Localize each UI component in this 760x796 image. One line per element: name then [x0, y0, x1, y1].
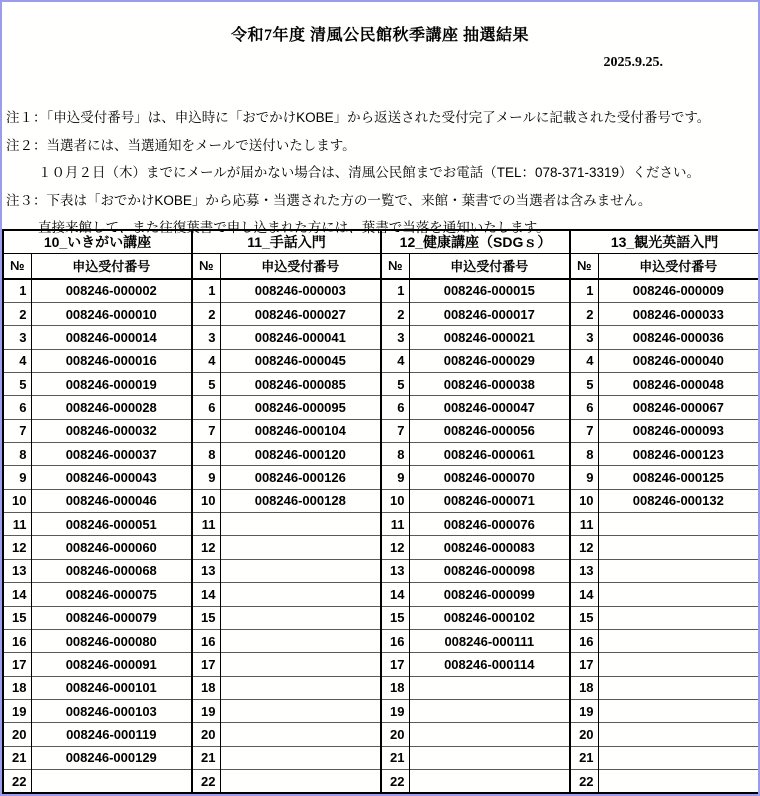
application-number-cell: 008246-000038 [409, 372, 570, 395]
application-number-cell: 008246-000010 [31, 302, 192, 325]
row-number-cell: 16 [3, 629, 31, 652]
row-number-cell: 22 [381, 770, 409, 793]
row-number-cell: 21 [192, 746, 220, 769]
row-number-cell: 8 [381, 443, 409, 466]
table-row [3, 629, 759, 652]
note-3: 注３：下表は「おでかけKOBE」から応募・当選された方の一覧で、来館・葉書での当選者は含みません。 [6, 193, 652, 208]
application-number-cell [598, 653, 759, 676]
row-number-cell: 19 [3, 699, 31, 722]
row-number-cell: 7 [3, 419, 31, 442]
application-number-cell: 008246-000056 [409, 419, 570, 442]
table-row [3, 443, 759, 466]
row-number-cell: 12 [3, 536, 31, 559]
row-number-cell: 17 [192, 653, 220, 676]
row-number-cell: 1 [570, 279, 598, 302]
row-number-cell: 2 [3, 302, 31, 325]
table-row [3, 723, 759, 746]
application-number-cell: 008246-000068 [31, 559, 192, 582]
course-header-kenkou: 12_健康講座（SDGｓ） [381, 230, 570, 253]
row-number-cell: 6 [3, 396, 31, 419]
application-number-cell: 008246-000132 [598, 489, 759, 512]
row-number-cell: 15 [3, 606, 31, 629]
application-number-cell [220, 676, 381, 699]
row-number-cell: 9 [381, 466, 409, 489]
application-number-cell: 008246-000070 [409, 466, 570, 489]
row-number-cell: 13 [192, 559, 220, 582]
table-row [3, 536, 759, 559]
table-row [3, 326, 759, 349]
row-number-cell: 14 [192, 583, 220, 606]
application-number-cell: 008246-000071 [409, 489, 570, 512]
application-number-cell: 008246-000067 [598, 396, 759, 419]
application-number-cell [31, 770, 192, 793]
application-number-cell [409, 676, 570, 699]
table-row [3, 513, 759, 536]
application-number-cell [220, 653, 381, 676]
table-row [3, 676, 759, 699]
application-number-cell: 008246-000076 [409, 513, 570, 536]
application-number-cell: 008246-000041 [220, 326, 381, 349]
row-number-cell: 13 [3, 559, 31, 582]
application-number-cell [220, 559, 381, 582]
application-number-cell [409, 770, 570, 793]
row-number-cell: 2 [381, 302, 409, 325]
row-number-cell: 7 [570, 419, 598, 442]
row-number-cell: 7 [192, 419, 220, 442]
row-number-cell: 5 [3, 372, 31, 395]
table-row [3, 419, 759, 442]
application-number-cell [598, 559, 759, 582]
row-number-cell: 3 [381, 326, 409, 349]
course-header-eigo: 13_観光英語入門 [570, 230, 759, 253]
course-header-shuwa: 11_手話入門 [192, 230, 381, 253]
application-number-cell: 008246-000033 [598, 302, 759, 325]
row-number-cell: 6 [192, 396, 220, 419]
row-number-cell: 12 [570, 536, 598, 559]
application-number-cell: 008246-000104 [220, 419, 381, 442]
number-column-header: 申込受付番号 [598, 253, 759, 279]
application-number-cell [598, 746, 759, 769]
row-number-cell: 19 [570, 699, 598, 722]
row-number-cell: 14 [381, 583, 409, 606]
no-column-header: № [381, 253, 409, 279]
application-number-cell: 008246-000009 [632, 283, 724, 299]
application-number-cell: 008246-000045 [220, 349, 381, 372]
note-3-continuation: 直接来館して、また往復葉書で申し込まれた方には、葉書で当落を通知いたします。 [38, 220, 550, 235]
application-number-cell: 008246-000080 [31, 629, 192, 652]
application-number-cell [220, 606, 381, 629]
application-number-cell [220, 699, 381, 722]
application-number-cell: 008246-000021 [409, 326, 570, 349]
row-number-cell: 7 [381, 419, 409, 442]
row-number-cell: 21 [3, 746, 31, 769]
table-row [3, 699, 759, 722]
row-number-cell: 2 [570, 302, 598, 325]
row-number-cell: 16 [381, 629, 409, 652]
application-number-cell: 008246-000028 [31, 396, 192, 419]
application-number-cell: 008246-000075 [31, 583, 192, 606]
row-number-cell: 3 [3, 326, 31, 349]
row-number-cell: 3 [192, 326, 220, 349]
application-number-cell [220, 723, 381, 746]
note-2-continuation: １０月２日（木）までにメールが届かない場合は、清風公民館までお電話（TEL：078-371-3319）ください。 [38, 165, 701, 180]
application-number-cell [598, 513, 759, 536]
application-number-cell [598, 676, 759, 699]
application-number-cell [598, 583, 759, 606]
number-column-header: 申込受付番号 [220, 253, 381, 279]
row-number-cell: 18 [570, 676, 598, 699]
row-number-cell: 20 [3, 723, 31, 746]
application-number-cell: 008246-000040 [598, 349, 759, 372]
row-number-cell: 22 [192, 770, 220, 793]
application-number-cell: 008246-000048 [598, 372, 759, 395]
row-number-cell: 10 [192, 489, 220, 512]
application-number-cell: 008246-000119 [31, 723, 192, 746]
application-number-cell [409, 699, 570, 722]
row-number-cell: 4 [192, 349, 220, 372]
row-number-cell: 6 [381, 396, 409, 419]
application-number-cell [220, 746, 381, 769]
row-number-cell: 5 [570, 372, 598, 395]
row-number-cell: 4 [570, 349, 598, 372]
application-number-cell [220, 536, 381, 559]
application-number-cell [409, 746, 570, 769]
application-number-cell [220, 770, 381, 793]
application-number-cell: 008246-000051 [31, 513, 192, 536]
application-number-cell: 008246-000111 [409, 629, 570, 652]
application-number-cell: 008246-000060 [31, 536, 192, 559]
no-column-header: № [3, 253, 31, 279]
row-number-cell: 8 [192, 443, 220, 466]
table-row [3, 746, 759, 769]
row-number-cell: 2 [192, 302, 220, 325]
row-number-cell: 17 [3, 653, 31, 676]
application-number-cell [409, 723, 570, 746]
application-number-cell: 008246-000120 [220, 443, 381, 466]
application-number-cell [220, 513, 381, 536]
application-number-cell: 008246-000128 [220, 489, 381, 512]
table-row [3, 372, 759, 395]
row-number-cell: 8 [570, 443, 598, 466]
row-number-cell: 11 [192, 513, 220, 536]
application-number-cell: 008246-000047 [409, 396, 570, 419]
application-number-cell: 008246-000083 [409, 536, 570, 559]
results-table-body [3, 279, 759, 793]
row-number-cell: 12 [192, 536, 220, 559]
document-date: 2025.9.25. [603, 55, 663, 70]
row-number-cell: 10 [3, 489, 31, 512]
row-number-cell: 18 [192, 676, 220, 699]
row-number-cell: 10 [381, 489, 409, 512]
row-number-cell: 11 [381, 513, 409, 536]
application-number-cell: 008246-000125 [598, 466, 759, 489]
no-column-header: № [570, 253, 598, 279]
application-number-cell: 008246-000099 [409, 583, 570, 606]
table-row [3, 349, 759, 372]
row-number-cell: 13 [381, 559, 409, 582]
table-row [3, 606, 759, 629]
application-number-cell [598, 536, 759, 559]
row-number-cell: 16 [192, 629, 220, 652]
application-number-cell: 008246-000043 [31, 466, 192, 489]
row-number-cell: 19 [381, 699, 409, 722]
table-row [3, 489, 759, 512]
application-number-cell: 008246-000061 [409, 443, 570, 466]
row-number-cell: 12 [381, 536, 409, 559]
row-number-cell: 15 [381, 606, 409, 629]
row-number-cell: 1 [192, 279, 220, 302]
application-number-cell: 008246-000129 [31, 746, 192, 769]
application-number-cell: 008246-000036 [598, 326, 759, 349]
table-row [3, 466, 759, 489]
application-number-cell: 008246-000046 [31, 489, 192, 512]
application-number-cell: 008246-000095 [220, 396, 381, 419]
application-number-cell [598, 606, 759, 629]
application-number-cell: 008246-000029 [409, 349, 570, 372]
table-row [3, 302, 759, 325]
row-number-cell: 4 [381, 349, 409, 372]
row-number-cell: 11 [570, 513, 598, 536]
row-number-cell: 20 [192, 723, 220, 746]
application-number-cell [598, 723, 759, 746]
application-number-cell: 008246-000102 [409, 606, 570, 629]
application-number-cell [598, 770, 759, 793]
application-number-cell [598, 699, 759, 722]
row-number-cell: 5 [192, 372, 220, 395]
application-number-cell: 008246-000015 [443, 283, 535, 299]
row-number-cell: 6 [570, 396, 598, 419]
note-2: 注２：当選者には、当選通知をメールで送付いたします。 [6, 138, 356, 153]
application-number-cell: 008246-000014 [31, 326, 192, 349]
number-column-header: 申込受付番号 [409, 253, 570, 279]
row-number-cell: 15 [570, 606, 598, 629]
application-number-cell: 008246-000123 [598, 443, 759, 466]
row-number-cell: 17 [570, 653, 598, 676]
lottery-results-table [2, 229, 760, 794]
row-number-cell: 19 [192, 699, 220, 722]
number-column-header: 申込受付番号 [31, 253, 192, 279]
row-number-cell: 14 [570, 583, 598, 606]
row-number-cell: 13 [570, 559, 598, 582]
row-number-cell: 21 [381, 746, 409, 769]
row-number-cell: 15 [192, 606, 220, 629]
application-number-cell [598, 629, 759, 652]
row-number-cell: 3 [570, 326, 598, 349]
table-row [3, 279, 759, 302]
row-number-cell: 1 [3, 279, 31, 302]
application-number-cell: 008246-000019 [31, 372, 192, 395]
application-number-cell: 008246-000003 [254, 283, 346, 299]
application-number-cell: 008246-000085 [220, 372, 381, 395]
row-number-cell: 1 [381, 279, 409, 302]
row-number-cell: 9 [192, 466, 220, 489]
table-row [3, 583, 759, 606]
table-row [3, 653, 759, 676]
row-number-cell: 18 [3, 676, 31, 699]
course-header-ikigai: 10_いきがい講座 [3, 230, 192, 253]
row-number-cell: 9 [3, 466, 31, 489]
row-number-cell: 11 [3, 513, 31, 536]
table-row [3, 770, 759, 793]
application-number-cell: 008246-000091 [31, 653, 192, 676]
table-row [3, 396, 759, 419]
application-number-cell: 008246-000126 [220, 466, 381, 489]
application-number-cell: 008246-000103 [31, 699, 192, 722]
row-number-cell: 16 [570, 629, 598, 652]
application-number-cell: 008246-000098 [409, 559, 570, 582]
application-number-cell: 008246-000016 [31, 349, 192, 372]
page-title: 令和7年度 清風公民館秋季講座 抽選結果 [230, 27, 529, 44]
application-number-cell: 008246-000027 [220, 302, 381, 325]
application-number-cell [220, 583, 381, 606]
application-number-cell [220, 629, 381, 652]
application-number-cell: 008246-000032 [31, 419, 192, 442]
note-1: 注１：「申込受付番号」は、申込時に「おでかけKOBE」から返送された受付完了メールに記載された受付番号です。 [6, 110, 711, 125]
row-number-cell: 21 [570, 746, 598, 769]
table-row [3, 559, 759, 582]
row-number-cell: 5 [381, 372, 409, 395]
application-number-cell: 008246-000002 [65, 283, 157, 299]
row-number-cell: 10 [570, 489, 598, 512]
row-number-cell: 22 [3, 770, 31, 793]
row-number-cell: 17 [381, 653, 409, 676]
row-number-cell: 20 [381, 723, 409, 746]
row-number-cell: 4 [3, 349, 31, 372]
application-number-cell: 008246-000079 [31, 606, 192, 629]
row-number-cell: 9 [570, 466, 598, 489]
row-number-cell: 22 [570, 770, 598, 793]
application-number-cell: 008246-000101 [31, 676, 192, 699]
row-number-cell: 14 [3, 583, 31, 606]
application-number-cell: 008246-000017 [409, 302, 570, 325]
application-number-cell: 008246-000114 [409, 653, 570, 676]
application-number-cell: 008246-000037 [31, 443, 192, 466]
application-number-cell: 008246-000093 [598, 419, 759, 442]
row-number-cell: 8 [3, 443, 31, 466]
row-number-cell: 20 [570, 723, 598, 746]
row-number-cell: 18 [381, 676, 409, 699]
no-column-header: № [192, 253, 220, 279]
